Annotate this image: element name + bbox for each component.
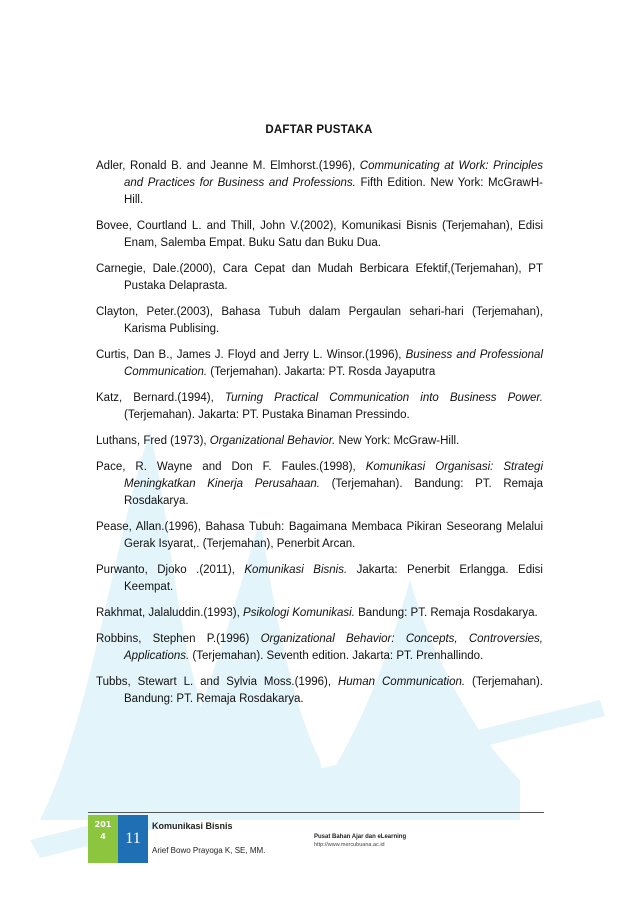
reference-entry [96, 562, 543, 596]
reference-entry [96, 261, 543, 295]
reference-title: Human Communication. [337, 676, 466, 688]
reference-publisher: (Terjemahan). Bandung: PT. Remaja Rosdakarya. [124, 478, 543, 507]
year-bottom-text: 4 [100, 832, 106, 841]
reference-publisher: New York: McGraw-Hill. [335, 435, 460, 447]
reference-title: Komunikasi Organisasi: Strategi Meningkatkan Kinerja Perusahaan. [124, 461, 543, 490]
reference-entry [96, 605, 543, 622]
reference-entry [96, 674, 543, 708]
reference-text: Rakhmat, Jalaluddin.(1993), [96, 607, 244, 619]
course-author: Arief Bowo Prayoga K, SE, MM. [152, 846, 266, 855]
reference-title: Organizational Behavior: Concepts, Controversies, Applications. [124, 633, 543, 662]
reference-entry [96, 218, 543, 252]
reference-publisher: Bandung: PT. Remaja Rosdakarya. [354, 607, 538, 619]
reference-entry [96, 433, 543, 450]
reference-text: Robbins, Stephen P.(1996) [96, 633, 261, 645]
reference-entry [96, 631, 543, 665]
reference-title: Turning Practical Communication into Business Power. [224, 392, 543, 404]
page-footer [0, 812, 638, 872]
reference-text: Carnegie, Dale.(2000), Cara Cepat dan Mudah Berbicara Efektif,(Terjemahan), PT Pustaka Delaprasta. [96, 263, 543, 292]
reference-title: Psikologi Komunikasi. [243, 607, 355, 619]
reference-title: Komunikasi Bisnis. [244, 564, 348, 576]
reference-entry [96, 519, 543, 553]
reference-title: Organizational Behavior. [209, 435, 336, 447]
reference-text: Bovee, Courtland L. and Thill, John V.(2002), Komunikasi Bisnis (Terjemahan), Edisi Enam, Salemba Empat. Buku Satu dan Buku Dua. [96, 220, 543, 249]
page-number-badge: 11 [118, 815, 148, 863]
reference-publisher: Fifth Edition. New York: McGrawH-Hill. [124, 177, 543, 206]
learning-center-url: http://www.mercubuana.ac.id [314, 842, 385, 848]
reference-text: Tubbs, Stewart L. and Sylvia Moss.(1996), [96, 676, 338, 688]
reference-text: Adler, Ronald B. and Jeanne M. Elmhorst.(1996), [96, 160, 360, 172]
year-top-text: 201 [94, 820, 112, 829]
reference-publisher: (Terjemahan). Seventh edition. Jakarta: PT. Prenhallindo. [189, 650, 484, 662]
course-title: Komunikasi Bisnis [152, 821, 233, 831]
reference-entry [96, 459, 543, 510]
year-badge [88, 815, 118, 863]
footer-divider [88, 812, 544, 813]
reference-text: Purwanto, Djoko .(2011), [96, 564, 245, 576]
reference-entry [96, 304, 543, 338]
learning-center-name: Pusat Bahan Ajar dan eLearning [314, 834, 407, 840]
reference-publisher: Jakarta: Penerbit Erlangga. Edisi Keempat. [124, 564, 543, 593]
reference-entry [96, 158, 543, 209]
reference-text: Pace, R. Wayne and Don F. Faules.(1998), [96, 461, 366, 473]
reference-text: Luthans, Fred (1973), [96, 435, 210, 447]
reference-entry [96, 390, 543, 424]
reference-publisher: (Terjemahan). Bandung: PT. Remaja Rosdakarya. [124, 676, 544, 705]
reference-publisher: (Terjemahan). Jakarta: PT. Pustaka Binaman Pressindo. [124, 409, 410, 421]
reference-text: Curtis, Dan B., James J. Floyd and Jerry L. Winsor.(1996), [96, 349, 406, 361]
reference-text: Katz, Bernard.(1994), [96, 392, 225, 404]
page-title: DAFTAR PUSTAKA [265, 124, 373, 136]
reference-title: Communicating at Work: Principles and Practices for Business and Professions. [124, 160, 543, 189]
reference-text: Clayton, Peter.(2003), Bahasa Tubuh dalam Pergaulan sehari-hari (Terjemahan), Karisma Publising. [96, 306, 543, 335]
reference-publisher: (Terjemahan). Jakarta: PT. Rosda Jayaputra [207, 366, 436, 378]
reference-list [96, 158, 543, 717]
reference-title: Business and Professional Communication. [124, 349, 543, 378]
reference-text: Pease, Allan.(1996), Bahasa Tubuh: Bagaimana Membaca Pikiran Seseorang Melalui Gerak Isyarat,. (Terjemahan), Penerbit Arcan. [96, 521, 543, 550]
reference-entry [96, 347, 543, 381]
